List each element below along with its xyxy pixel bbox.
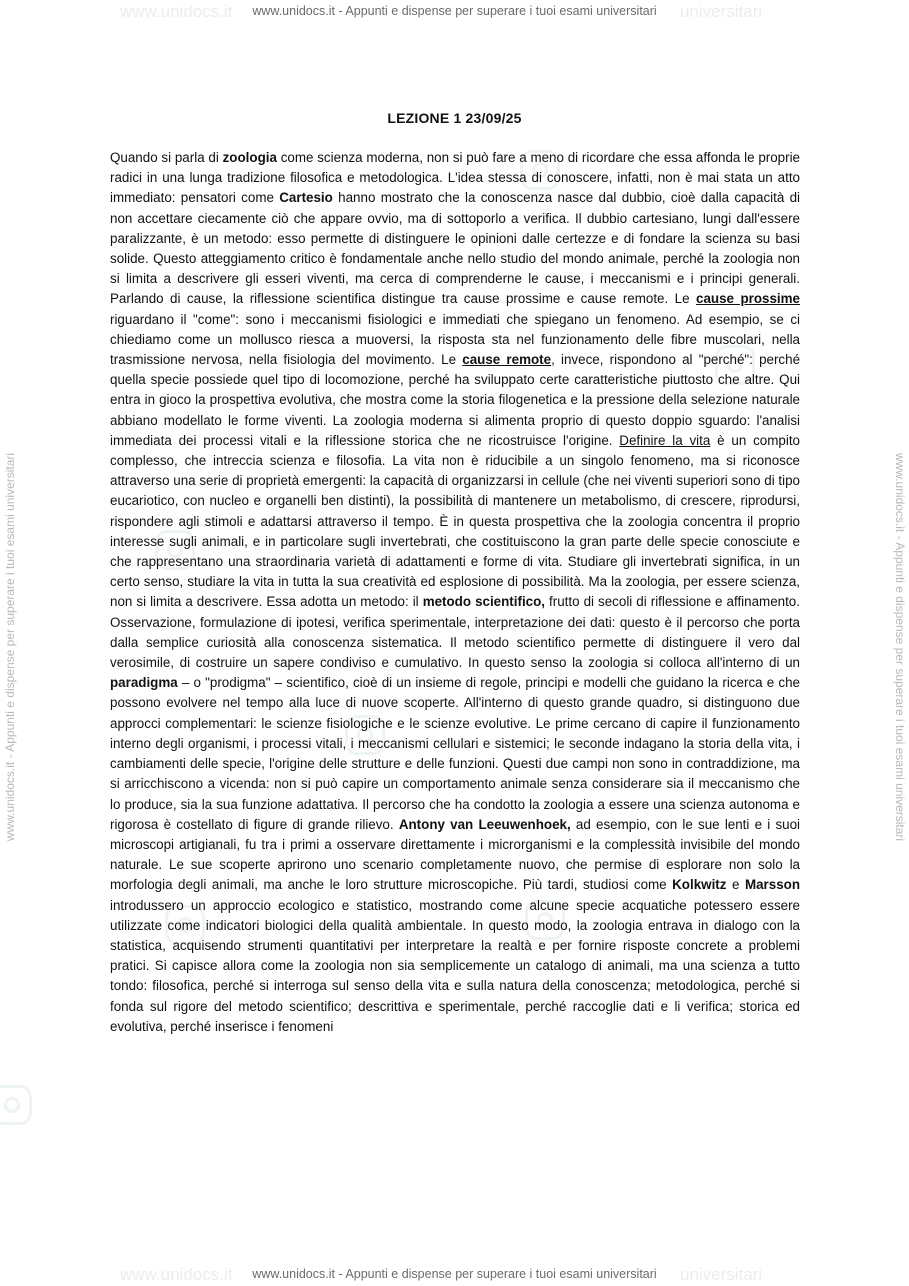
watermark-ghost-text: universitari xyxy=(680,1265,763,1284)
term-leeuwenhoek: Antony van Leeuwenhoek, xyxy=(398,816,571,832)
watermark-ghost-text: universitari xyxy=(680,2,763,21)
body-text: hanno mostrato che la conoscenza nasce dal dubbio, cioè dalla capacità di non accettare ciecamente ciò che appare ovvio, ma di sottoporlo a verifica. Il dubbio cartesiano, lungi dall'essere paralizzante, è un metodo: esso permette di distinguere le opinioni dalle certezze e di fondare la scienza su basi solide. Questo atteggiamento critico è fondamentale anche nello studio del mondo animale, perché la zoologia non si limita a descrivere gli esseri viventi, ma cerca di comprenderne le cause, i meccanismi e i principi generali. Parlando di cause, la riflessione scientifica distingue tra cause prossime e cause remote. Le xyxy=(110,190,801,307)
body-text: Quando si parla di xyxy=(110,150,223,165)
watermark-ghost-text: www.unidocs.it xyxy=(120,1265,233,1284)
body-text: e xyxy=(726,877,745,893)
body-text: ad esempio, con le sue lenti e i suoi microscopi artigianali, fu tra i primi a osservare direttamente i microrganismi e la complessità invisibile del mondo naturale. Le sue scoperte aprirono uno scenario completamente nuovo, che permise di esplorare non solo la morfologia degli animali, ma anche le loro strutture microscopiche. Più tardi, studiosi come xyxy=(110,816,801,893)
term-marsson: Marsson xyxy=(744,877,801,893)
watermark-side-text-right: www.unidocs.it - Appunti e dispense per superare i tuoi esami universitari xyxy=(893,452,907,842)
watermark-ghost-text: www.unidocs.it xyxy=(120,2,233,21)
body-text: , invece, rispondono al "perché": perché quella specie possiede quel tipo di locomozione, perché ha sviluppato certe caratteristiche piuttosto che altre. Qui entra in gioco la prospettiva evolutiva, che mostra come la storia filogenetica e la pressione della selezione naturale abbiano modellato le forme viventi. La zoologia moderna si alimenta proprio di questo doppio sguardo: l'analisi immediata dei processi vitali e la riflessione storica che ne ricostruisce l'origine. xyxy=(110,352,801,448)
term-cause-remote: cause remote xyxy=(462,352,552,368)
lesson-title: LEZIONE 1 23/09/25 xyxy=(387,110,522,126)
term-zoologia: zoologia xyxy=(222,150,277,165)
body-text: – o "prodigma" – scientifico, cioè di un insieme di regole, principi e modelli che guidano la ricerca e che possono evolvere nel tempo alla luce di nuove scoperte. All'interno di questo grande quadro, si distinguono due approcci complementari: le scienze fisiologiche e le scienze evolutive. Le prime cercano di capire il funzionamento interno degli organismi, i processi vitali, i meccanismi cellulari e sistemici; le seconde indagano la storia della vita, i cambiamenti delle specie, l'origine delle strutture e delle funzioni. Questi due campi non sono in contraddizione, ma si arricchiscono a vicenda: non si può capire un comportamento animale senza considerare sia il meccanismo che lo produce, sia la sua funzione adattativa. Il percorso che ha condotto la zoologia a essere una scienza autonoma e rigorosa è costellato di figure di grande rilievo. xyxy=(110,675,800,832)
term-paradigma: paradigma xyxy=(110,675,178,691)
body-text: come scienza moderna, non si può fare a meno di ricordare che essa affonda le proprie radici in una lunga tradizione filosofica e metodologica. L'idea stessa di conoscere, infatti, non è mai stata un atto immediato: pensatori come xyxy=(110,150,800,206)
term-cause-prossime: cause prossime xyxy=(696,291,800,307)
watermark-banner-bottom: www.unidocs.it - Appunti e dispense per superare i tuoi esami universitari xyxy=(252,1267,657,1281)
term-definire-la-vita: Definire la vita xyxy=(619,432,711,448)
watermark-logo-icon xyxy=(0,1085,32,1125)
body-text: frutto di secoli di riflessione e affinamento. Osservazione, formulazione di ipotesi, verifica sperimentale, interpretazione dei dati: questo è il percorso che porta dalla semplice curiosità alla conoscenza sistematica. Il metodo scientifico permette di distinguere il vero dal verosimile, di costruire un sapere condiviso e cumulativo. In questo senso la zoologia si colloca all'interno di un xyxy=(110,594,800,671)
watermark-side-text-left: www.unidocs.it - Appunti e dispense per superare i tuoi esami universitari xyxy=(3,452,17,842)
term-metodo-scientifico: metodo scientifico, xyxy=(422,594,546,610)
body-text: riguardano il "come": sono i meccanismi fisiologici e immediati che spiegano un fenomeno. Ad esempio, se ci chiediamo come un mollusco riesca a muoversi, la risposta sta nel funzionamento delle fibre muscolari, nella trasmissione nervosa, nella fisiologia del movimento. Le xyxy=(110,311,800,368)
term-cartesio: Cartesio xyxy=(279,190,333,206)
body-text: è un compito complesso, che intreccia scienza e filosofia. La vita non è riducibile a un singolo fenomeno, ma si riconosce attraverso una serie di proprietà emergenti: la capacità di organizzarsi in cellule (che nei viventi superiori sono di tipo eucariotico, con nucleo e organelli ben distinti), la possibilità di mantenere un metabolismo, di crescere, riprodursi, rispondere agli stimoli e adattarsi attraverso il tempo. È in questa prospettiva che la zoologia concentra il proprio interesse sugli animali, e in particolare sugli invertebrati, che costituiscono la gran parte delle specie conosciute e che rappresentano una straordinaria varietà di adattamenti e forme di vita. Studiare gli invertebrati significa, in un certo senso, studiare la vita in tutta la sua creatività ed esplosione di possibilità. Ma la zoologia, per essere scienza, non si limita a descrivere. Essa adotta un metodo: il xyxy=(110,432,800,610)
body-text: introdussero un approccio ecologico e statistico, mostrando come alcune specie acquatiche potessero essere utilizzate come indicatori biologici della qualità ambientale. In questo modo, la zoologia entrava in dialogo con la statistica, acquisendo strumenti quantitativi per interpretare la realtà e per fornire risposte concrete a problemi pratici. Si capisce allora come la zoologia non sia semplicemente un catalogo di animali, ma una scienza a tutto tondo: filosofica, perché si interroga sul senso della vita e sulla natura della conoscenza; metodologica, perché si fonda sul rigore del metodo scientifico; descrittiva e sperimentale, perché raccoglie dati e li verifica; storica ed evolutiva, perché inserisce i fenomeni xyxy=(110,897,800,1034)
watermark-banner-top: www.unidocs.it - Appunti e dispense per superare i tuoi esami universitari xyxy=(252,4,657,18)
lesson-body xyxy=(110,148,800,1037)
term-kolkwitz: Kolkwitz xyxy=(672,877,727,893)
lesson-paragraph xyxy=(110,148,800,1037)
